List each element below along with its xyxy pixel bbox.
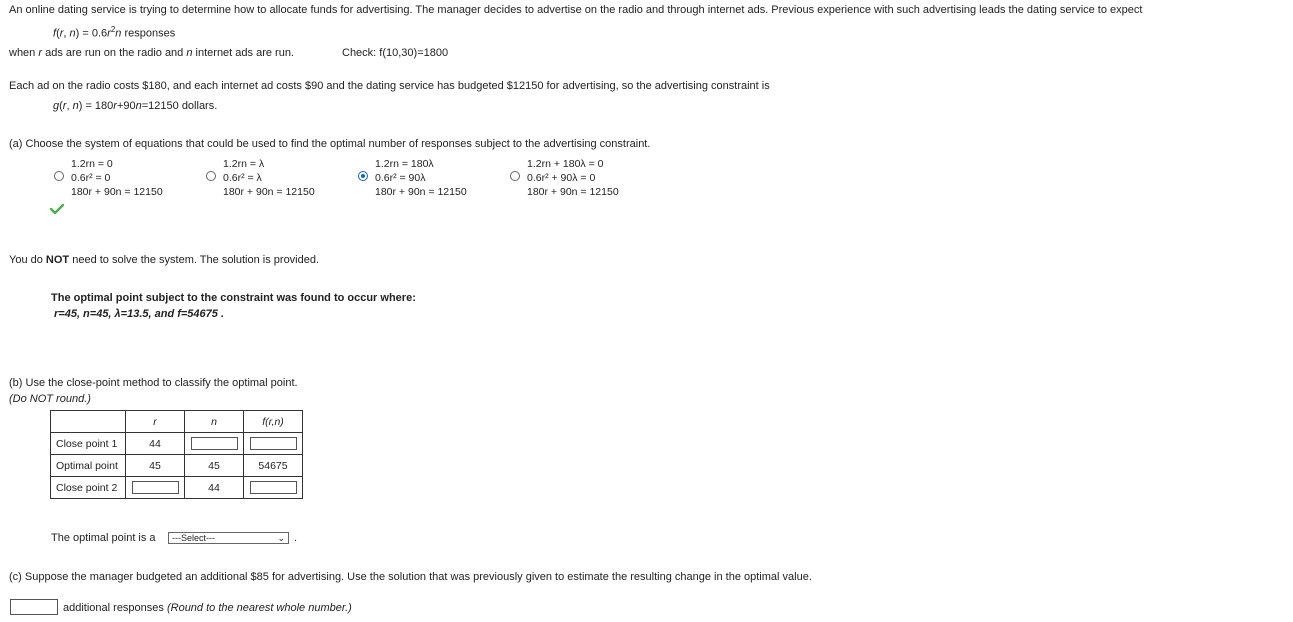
cell-n: 44 [185,477,244,499]
option-1-line-1: 1.2rn = 0 [71,158,113,170]
solution-heading: The optimal point subject to the constraint was found to occur where: [51,292,416,304]
check-value: Check: f(10,30)=1800 [342,47,449,59]
option-2-line-2: 0.6r² = λ [223,172,262,184]
close-point-table [50,410,303,499]
option-1-line-2: 0.6r² = 0 [71,172,111,184]
cell-f[interactable] [244,477,303,499]
solution-values: r=45, n=45, λ=13.5, and f=54675 . [54,308,225,320]
close-point-1-f-input[interactable] [250,437,297,450]
intro-text: An online dating service is trying to determine how to allocate funds for advertising. The manager decides to advertise on the radio and through internet ads. Previous experience with such advertising leads the dating service to expect [9,4,1143,16]
option-3-line-2: 0.6r² = 90λ [375,172,426,184]
table-row [51,455,303,477]
option-1-line-3: 180r + 90n = 12150 [71,186,163,198]
cell-n: 45 [185,455,244,477]
option-4-line-1: 1.2rn + 180λ = 0 [527,158,604,170]
additional-responses-input[interactable] [10,599,58,615]
close-point-2-r-input[interactable] [132,481,179,494]
close-point-2-f-input[interactable] [250,481,297,494]
part-c-question: (c) Suppose the manager budgeted an additional $85 for advertising. Use the solution that was previously given to estimate the resulting change in the optimal value. [9,571,812,583]
classification-select[interactable] [168,532,289,544]
option-3-line-3: 180r + 90n = 12150 [375,186,467,198]
cell-f[interactable] [244,433,303,455]
part-a-question: (a) Choose the system of equations that could be used to find the optimal number of responses subject to the advertising constraint. [9,138,651,150]
cell-f: 54675 [244,455,303,477]
budget-text: Each ad on the radio costs $180, and each internet ad costs $90 and the dating service has budgeted $12150 for advertising, so the advertising constraint is [9,80,770,92]
cell-r: 44 [126,433,185,455]
option-4-line-3: 180r + 90n = 12150 [527,186,619,198]
part-b-hint: (Do NOT round.) [9,393,91,405]
table-header-blank [51,411,126,433]
cell-r: 45 [126,455,185,477]
option-3-radio[interactable] [358,171,368,181]
cell-n[interactable] [185,433,244,455]
option-4-line-2: 0.6r² + 90λ = 0 [527,172,596,184]
option-3-line-1: 1.2rn = 180λ [375,158,434,170]
objective-function: f(r, $n) = 0.6r^2n$ responses [53,25,176,40]
table-header-n: n [185,411,244,433]
close-point-1-n-input[interactable] [191,437,238,450]
row-label: Close point 2 [51,477,126,499]
part-b-question: (b) Use the close-point method to classify the optimal point. [9,377,298,389]
answer-label: additional responses (Round to the nearest whole number.) [63,602,352,614]
row-label: Optimal point [51,455,126,477]
note-text: You do NOT need to solve the system. The solution is provided. [9,254,320,266]
option-2-radio[interactable] [206,171,216,181]
option-2-line-3: 180r + 90n = 12150 [223,186,315,198]
option-1-radio[interactable] [54,171,64,181]
cell-r[interactable] [126,477,185,499]
period: . [294,532,298,544]
chevron-down-icon: ⌄ [277,533,285,543]
select-value: ---Select--- [172,533,215,543]
optimal-point-label: The optimal point is a [51,532,156,544]
option-2-line-1: 1.2rn = λ [223,158,265,170]
table-header-r: r [126,411,185,433]
constraint-function: g(r, n) = 180r+90n=12150 dollars. [53,100,218,112]
correct-check-icon [50,203,64,215]
table-row [51,477,303,499]
table-header-f: f(r,n) [244,411,303,433]
option-4-radio[interactable] [510,171,520,181]
table-row [51,433,303,455]
variable-definition: when r ads are run on the radio and n internet ads are run. [9,47,294,59]
row-label: Close point 1 [51,433,126,455]
